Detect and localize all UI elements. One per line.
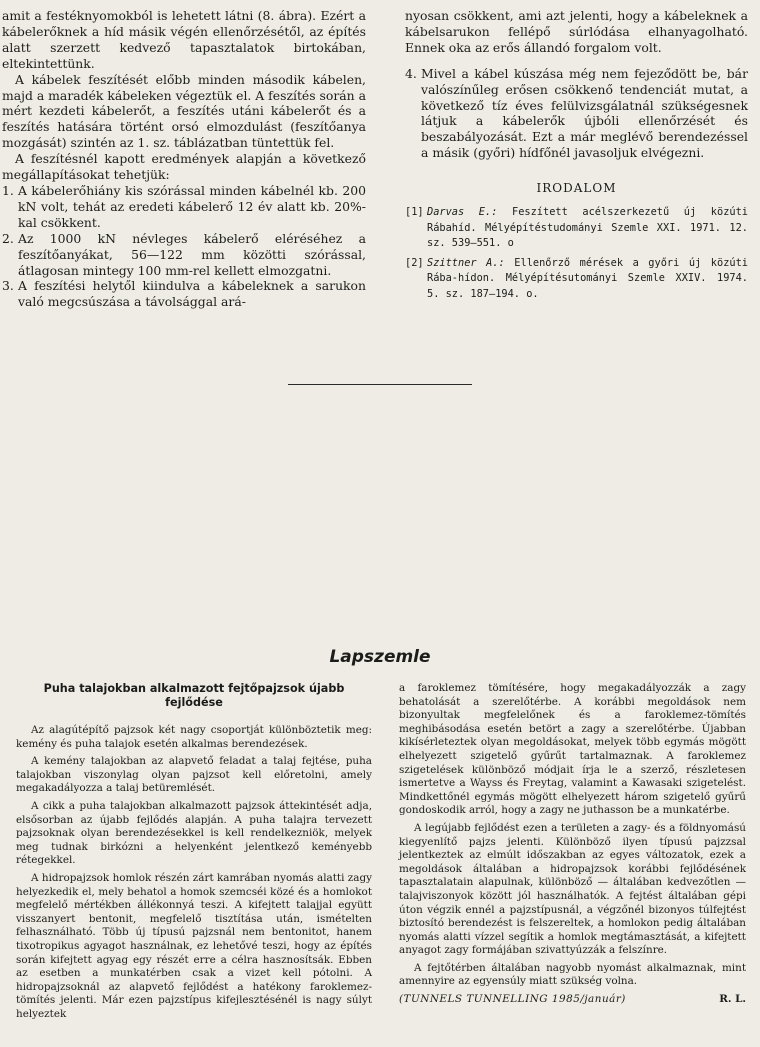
paragraph: Az alagútépítő pajzsok két nagy csoportját különböztetik meg: kemény és puha talajok esetén alkalmas berendezések. (16, 724, 372, 750)
review-right-column (399, 682, 746, 1007)
reference-text: Ellenőrző mérések a győri új közúti Rába-hídon. Mélyépítésutományi Szemle XXIV. 1974. 5. sz. 187—194. o. (427, 256, 748, 300)
paragraph: a faroklemez tömítésére, hogy megakadályozzák a zagy behatolását a szerelőtérbe. A korábbi megoldások nem bizonyultak megfelelőnek és a faroklemez-tömítés meghibásodása esetén betört a zagy a szerelőtérbe. Újabban kikísérleteztek olyan megoldásokat, melyek több egymás mögött elhelyezett szigetelő gyűrűt tartalmaznak. A faroklemez szigetelések különböző módjait írja le a szerző, részletesen ismertetve a Wayss és Freytag, valamint a Kawasaki szigetelést. Mindkettőnél egymás mögött elhelyezett három szigetelő gyűrű gondoskodik arról, hogy a zagy ne juthasson be a munkatérbe. (399, 682, 746, 817)
findings-list-continued (405, 66, 748, 161)
review-left-column (16, 682, 372, 1025)
list-text: A kábelerőhiány kis szórással minden kábelnél kb. 200 kN volt, tehát az eredeti kábelerő 12 év alatt kb. 20%-kal csökkent. (18, 182, 366, 230)
references-heading: IRODALOM (536, 181, 617, 196)
list-number: 1. (2, 182, 14, 198)
list-item (2, 183, 366, 231)
paragraph: A cikk a puha talajokban alkalmazott pajzsok áttekintését adja, elsősorban az újabb fejlődés alapján. A puha talajra tervezett pajzsoknak olyan berendezésekkel is kell rendelkezniök, melyek meg tudnak birkózni a helyenként jelentkező keményebb rétegekkel. (16, 799, 372, 867)
top-left-column (2, 8, 366, 310)
list-text: Mivel a kábel kúszása még nem fejeződött be, bár valószínűleg erősen csökkenő tendenciát mutat, a következő tíz éves felülvizsgálatnál szükségesnek látjuk a kábelerők újbóli ellenőrzését és beszabályozását. Ezt a már meglévő berendezéssel a másik (győri) hídfőnél javasoljuk elvégezni. (421, 65, 748, 161)
references-list (405, 205, 748, 302)
article-title: Puha talajokban alkalmazott fejtőpajzsok újabb fejlődése (43, 682, 345, 709)
reference-author: Darvas E.: (427, 206, 498, 219)
source-citation: (TUNNELS TUNNELLING 1985/január) (399, 993, 626, 1006)
list-text: A feszítési helytől kiindulva a kábeleknek a sarukon való megcsúszása a távolsággal ará- (18, 278, 366, 310)
reference-number: [1] (405, 206, 424, 219)
top-right-column (405, 8, 748, 306)
list-number: 4. (405, 65, 417, 81)
reference-item (405, 205, 748, 252)
paragraph: A kábelek feszítését előbb minden második kábelen, majd a maradék kábeleken végeztük el. A feszítés során a mért kezdeti kábelerőt, a feszítés utáni kábelerőt és a feszítés hatására történt orsó elmozdulást (feszítőanya mozgását) szintén az 1. sz. táblázatban tüntettük fel. (2, 71, 366, 151)
reference-text: Feszített acélszerkezetű új közúti Rábahíd. Mélyépítéstudományi Szemle XXI. 1971. 12. sz. 539—551. o (427, 206, 748, 250)
paragraph: nyosan csökkent, ami azt jelenti, hogy a kábeleknek a kábelsarukon fellépő súrlódása elhanyagolható. Ennek oka az erős állandó forgalom volt. (405, 8, 748, 55)
list-item (2, 231, 366, 279)
paragraph: A fejtőtérben általában nagyobb nyomást alkalmaznak, mint amennyire az egyensúly miatt szükség volna. (399, 961, 746, 988)
reference-author: Szittner A.: (427, 256, 505, 269)
list-number: 2. (2, 230, 14, 246)
list-text: Az 1000 kN névleges kábelerő eléréséhez a feszítőanyákat, 56—122 mm közötti szórással, átlagosan mintegy 100 mm-rel kellett elmozgatni. (18, 230, 366, 278)
paragraph: A feszítésnél kapott eredmények alapján a következő megállapításokat tehetjük: (2, 151, 366, 183)
list-item (405, 66, 748, 161)
article-footer (399, 993, 746, 1007)
reference-item (405, 256, 748, 303)
paragraph: amit a festéknyomokból is lehetett látni (8. ábra). Ezért a kábelerőknek a híd másik végén ellenőrzésétől, az építés alatt szerzett kedvező tapasztalatok birtokában, eltekintettünk. (2, 8, 366, 71)
paragraph: A legújabb fejlődést ezen a területen a zagy- és a földnyomású kiegyenlítő pajzs jelenti. Különböző ilyen típusú pajzzsal jelentkeztek az elmúlt időszakban az egyes változatok, ezek a megoldások általában a hidropajzsok korábbi fejlődésének tapasztalatain alapulnak, különböző — általában kedvezőtlen — talajviszonyok között jól használhatók. A fejtést általában gépi úton végzik ennél a pajzstípusnál, a végzőnél bizonyos túlfejtést biztosító berendezést is felszereltek, a homlokon pedig általában nyomás alatti vízzel segítik a homlok megtámasztását, a kifejtett anyagot zagy formájában szivattyúzzák a felszínre. (399, 821, 746, 957)
section-divider (288, 384, 472, 385)
reference-number: [2] (405, 256, 424, 269)
paragraph: A kemény talajokban az alapvető feladat a talaj fejtése, puha talajokban viszonylag olyan pajzsot kell előretolni, amely megakadályozza a talaj betüremlését. (16, 755, 372, 795)
list-item (2, 278, 366, 310)
findings-list (2, 183, 366, 310)
list-number: 3. (2, 278, 14, 294)
author-initials: R. L. (719, 993, 746, 1006)
section-title: Lapszemle (329, 647, 431, 667)
paragraph: A hidropajzsok homlok részén zárt kamrában nyomás alatti zagy helyezkedik el, mely behatol a homok szemcséi közé és a homlokot megfelelő mértékben állékonnyá teszi. A kifejtett talajjal együtt visszanyert bentonit, megfelelő tisztítása után, ismételten felhasználható. Több új típusú pajzsnál nem bentonitot, hanem tixotropikus agyagot használnak, ez lehetővé teszi, hogy az építés során kifejtett agyag egy részét erre a célra hasznosítsák. Ebben az esetben a munkatérben csak a vizet kell pótolni. A hidropajzsoknál az alapvető fejlődést a hatékony faroklemez-tömítés jelenti. Már ezen pajzstípus kifejlesztésénél is nagy súlyt helyeztek (16, 871, 372, 1020)
